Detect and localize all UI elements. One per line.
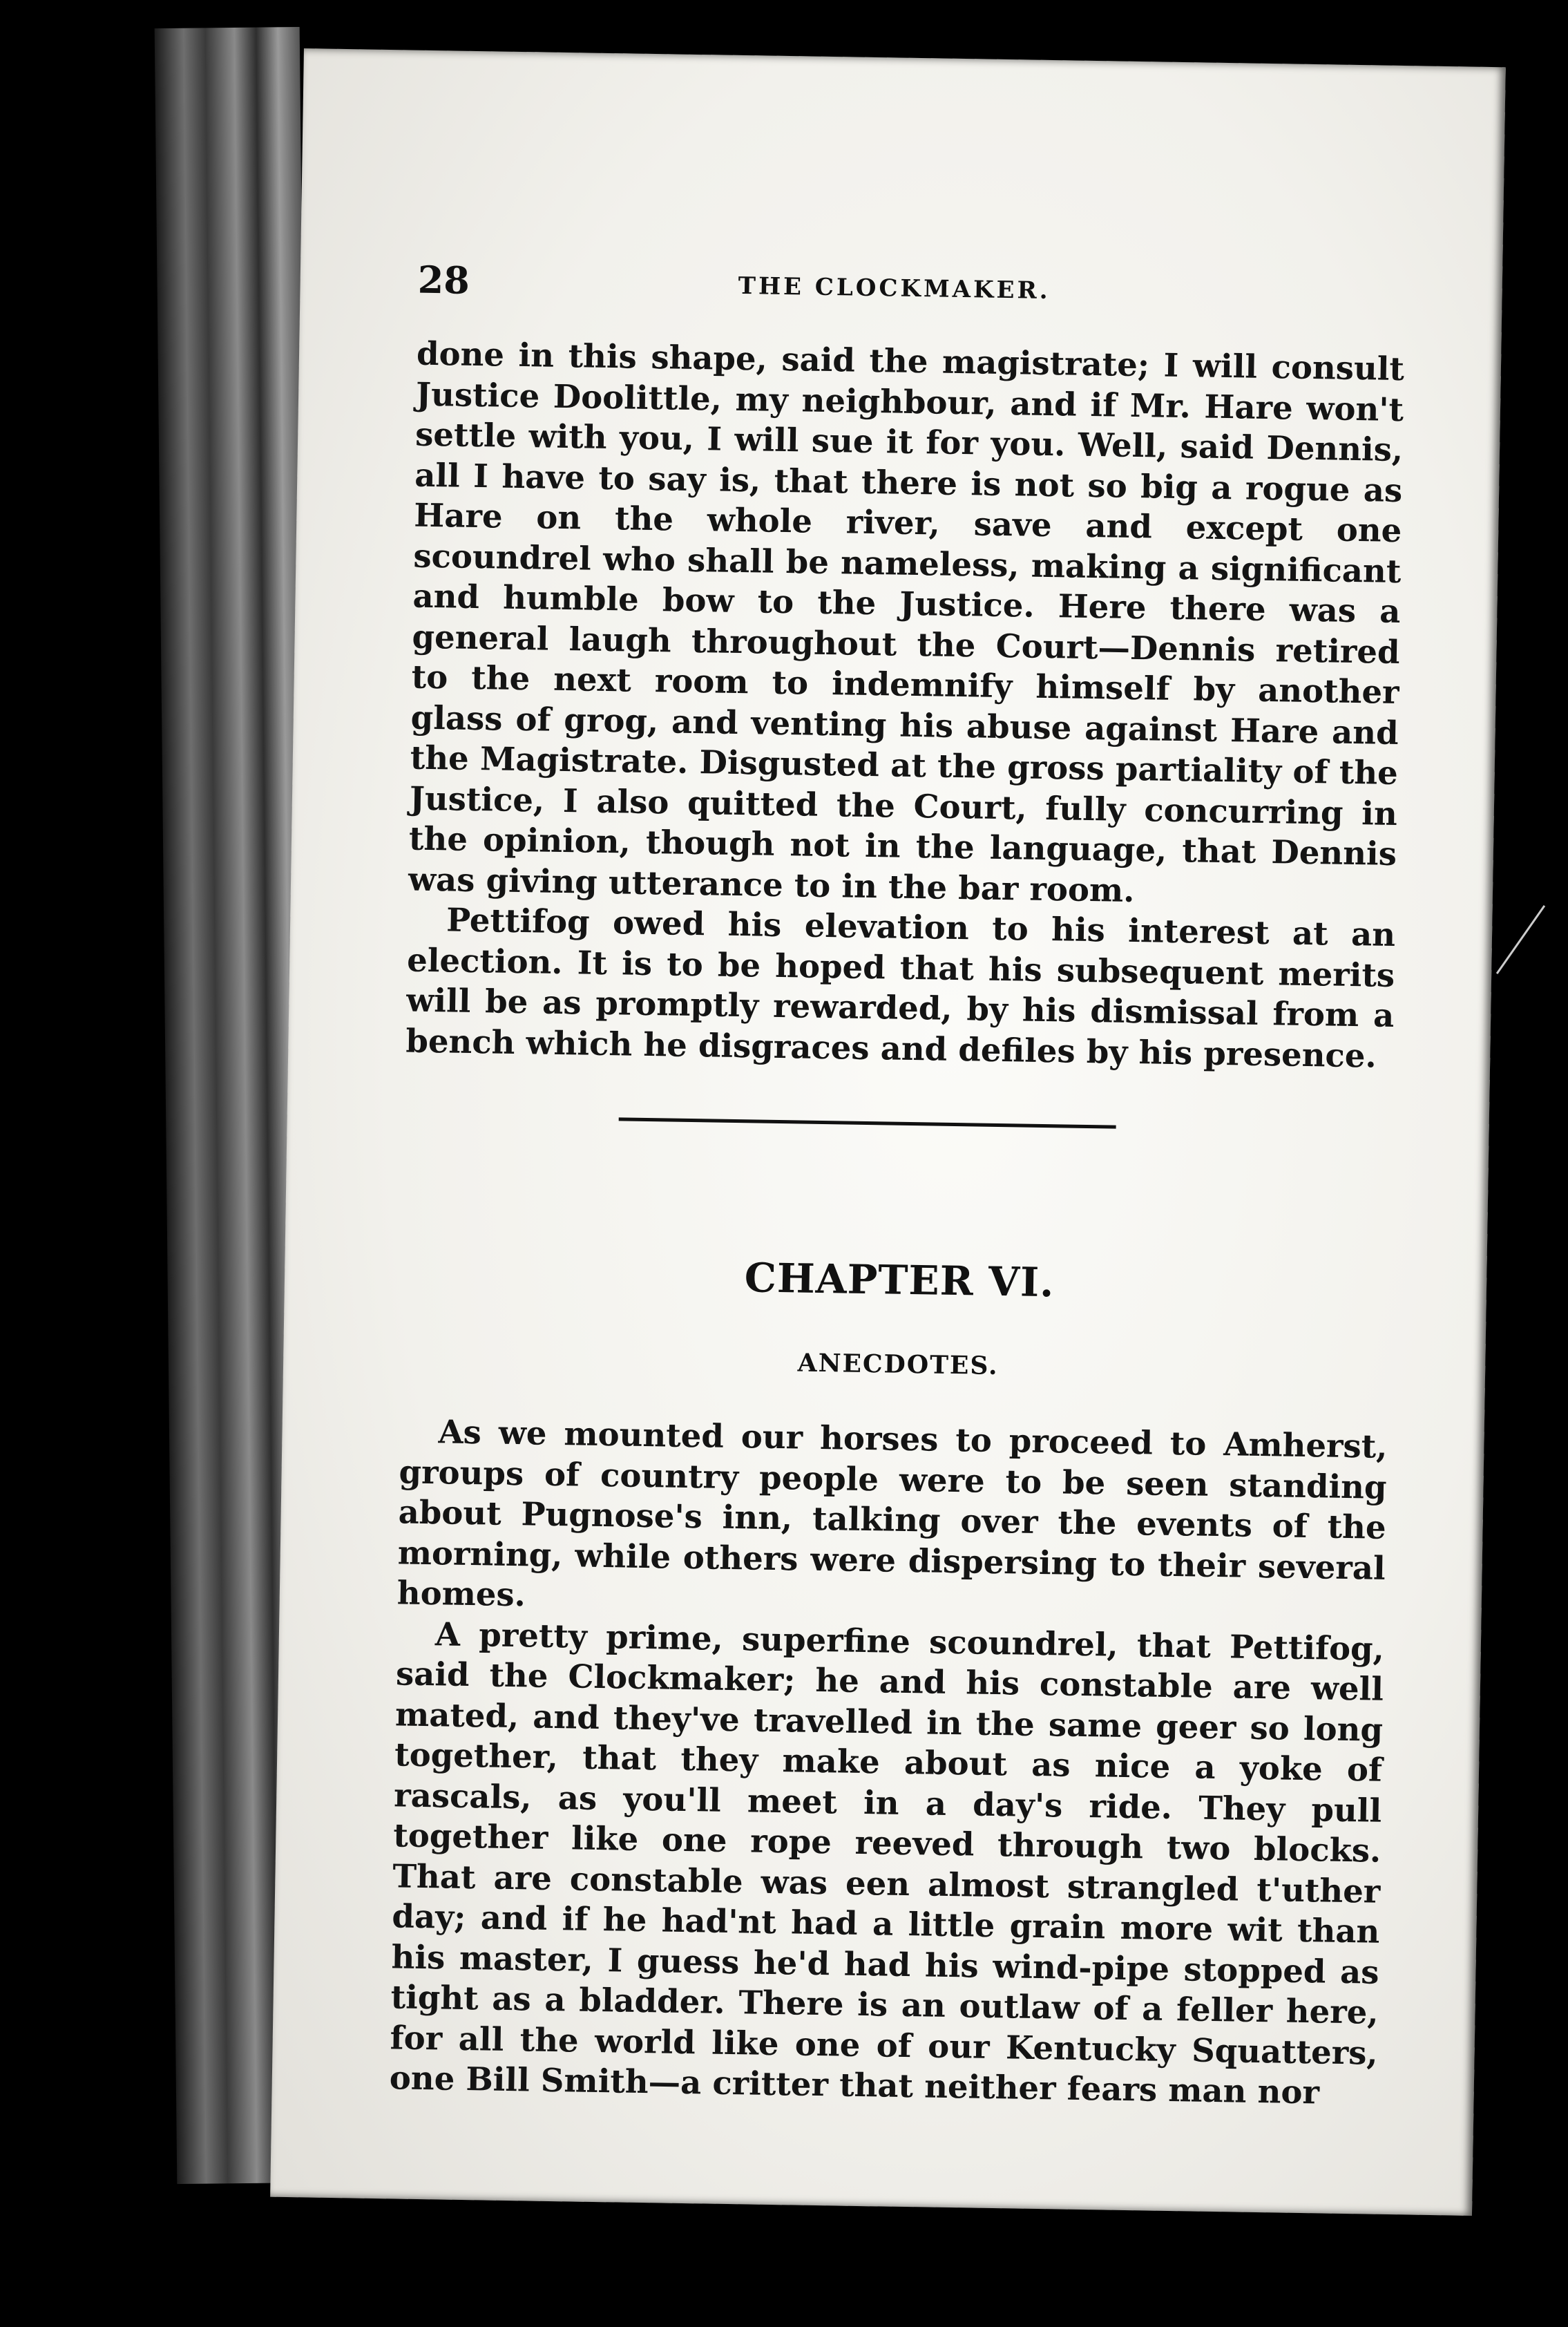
running-head: THE CLOCKMAKER. — [738, 272, 1051, 305]
paragraph: Pettifog owed his elevation to his interest at an election. It is to be hoped that his subsequent merits will be as promptly rewarded, by his dismissal from a bench which he disgraces and defiles by his presence. — [405, 900, 1396, 1075]
chapter-subtitle: ANECDOTES. — [797, 1348, 999, 1381]
book-page — [270, 48, 1506, 2216]
paragraph: As we mounted our horses to proceed to Amherst, groups of country people were to be seen standing about Pugnose's inn, talking over the events of the morning, while others were dispersing to their several homes. — [396, 1412, 1388, 1614]
text-block-2 — [389, 1411, 1387, 2114]
text-block-1 — [405, 334, 1404, 1076]
section-divider — [619, 1117, 1116, 1128]
paragraph: A pretty prime, superfine scoundrel, that Pettifog, said the Clockmaker; he and his constable are well mated, and they've travelled in the same geer so long together, that they make about as nice a yoke of rascals, as you'll meet in a day's ride. They pull together like one rope reeved through two blocks. That are constable was een almost strangled t'uther day; and if he had'nt had a little grain more wit than his master, I guess he'd had his wind-pipe stopped as tight as a bladder. There is an outlaw of a feller here, for all the world like one of our Kentucky Squatters, one Bill Smith—a critter that neither fears man nor — [389, 1614, 1385, 2111]
chapter-title: CHAPTER VI. — [744, 1254, 1055, 1307]
page-header — [417, 258, 1371, 328]
page-number: 28 — [417, 257, 470, 303]
film-scratch — [1496, 905, 1545, 974]
paragraph: done in this shape, said the magistrate; I will consult Justice Doolittle, my neighbour, and if Mr. Hare won't settle with you, I will sue it for you. Well, said Dennis, all I have to say is, that there is not so big a rogue as Hare on the whole river, save and except one scoundrel who shall be nameless, making a significant and humble bow to the Justice. Here there was a general laugh throughout the Court—Dennis retired to the next room to indemnify himself by another glass of grog, and venting his abuse against Hare and the Magistrate. Disgusted at the gross partiality of the Justice, I also quitted the Court, fully concurring in the opinion, though not in the language, that Dennis was giving utterance to in the bar room. — [408, 334, 1405, 909]
